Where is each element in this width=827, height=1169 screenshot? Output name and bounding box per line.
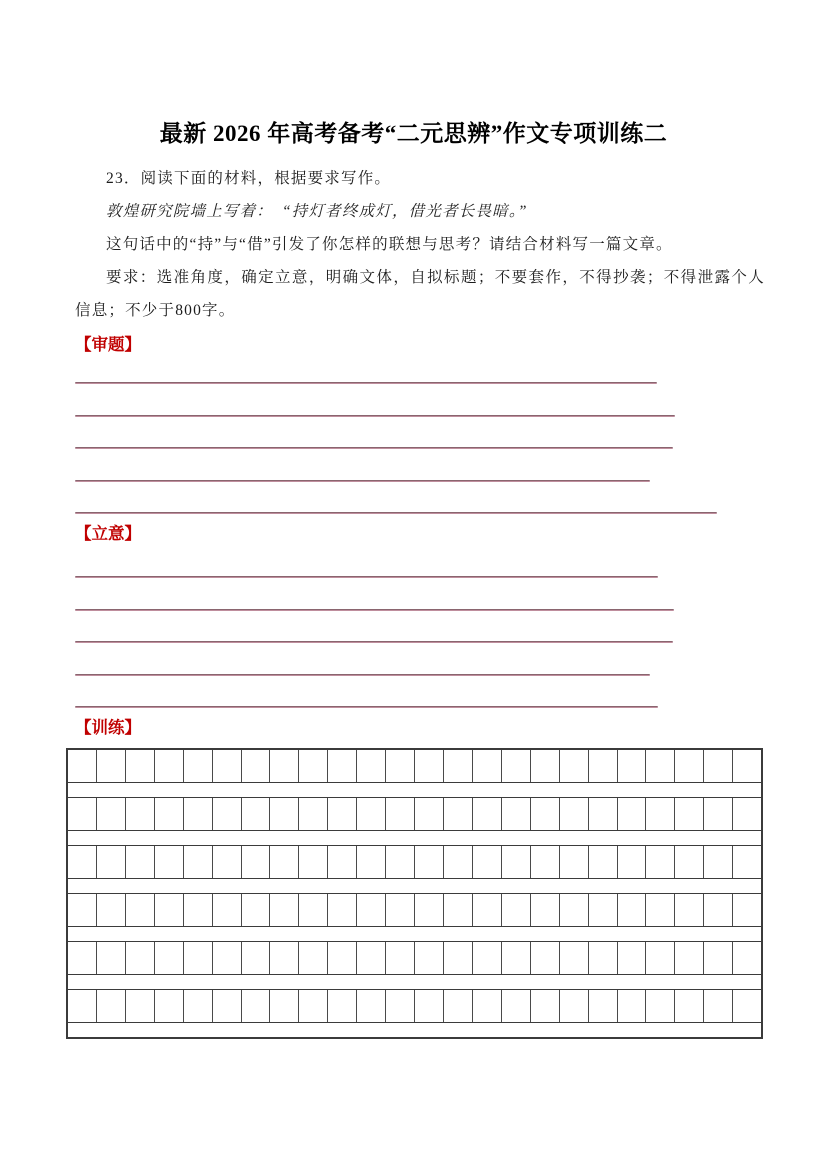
grid-cell xyxy=(733,894,761,926)
grid-cell xyxy=(675,942,704,974)
grid-spacer-row xyxy=(68,879,761,894)
grid-cell xyxy=(473,894,502,926)
grid-cell xyxy=(97,942,126,974)
grid-cell xyxy=(675,894,704,926)
grid-cell xyxy=(589,990,618,1022)
grid-cell xyxy=(126,942,155,974)
writing-grid xyxy=(66,748,763,1039)
grid-cell xyxy=(531,846,560,878)
grid-cell xyxy=(444,750,473,782)
grid-cell xyxy=(270,750,299,782)
answer-blank-line xyxy=(75,512,717,514)
grid-cell xyxy=(299,798,328,830)
grid-cell xyxy=(68,990,97,1022)
grid-cell xyxy=(184,894,213,926)
grid-cell xyxy=(68,798,97,830)
grid-cell xyxy=(502,990,531,1022)
grid-cell xyxy=(733,798,761,830)
grid-cell xyxy=(733,846,761,878)
grid-cell xyxy=(68,750,97,782)
grid-cell xyxy=(589,798,618,830)
grid-cell xyxy=(704,846,733,878)
grid-cell xyxy=(155,798,184,830)
grid-cell xyxy=(270,798,299,830)
grid-cell xyxy=(704,942,733,974)
grid-cell xyxy=(531,942,560,974)
answer-blank-line xyxy=(75,480,650,482)
grid-cell xyxy=(97,798,126,830)
grid-cell xyxy=(502,942,531,974)
grid-cell xyxy=(704,798,733,830)
material-quote: 敦煌研究院墙上写着： “持灯者终成灯，借光者长畏暗。” xyxy=(106,203,528,220)
grid-cell xyxy=(646,846,675,878)
grid-cell xyxy=(531,990,560,1022)
grid-cell xyxy=(415,750,444,782)
grid-cell xyxy=(242,846,271,878)
grid-cell xyxy=(213,942,242,974)
grid-cell xyxy=(646,750,675,782)
grid-cell xyxy=(242,750,271,782)
grid-cell xyxy=(97,990,126,1022)
grid-cell xyxy=(560,750,589,782)
grid-cell xyxy=(646,798,675,830)
grid-cell xyxy=(213,846,242,878)
grid-cell xyxy=(270,942,299,974)
section-label-xunlian: 【训练】 xyxy=(75,718,141,737)
document-title: 最新 2026 年高考备考“二元思辨”作文专项训练二 xyxy=(159,121,668,146)
grid-cell xyxy=(357,798,386,830)
grid-cell xyxy=(357,894,386,926)
grid-cell xyxy=(155,990,184,1022)
grid-cell xyxy=(155,942,184,974)
grid-cell xyxy=(502,894,531,926)
grid-cell xyxy=(68,846,97,878)
grid-cell xyxy=(357,846,386,878)
grid-cell xyxy=(242,894,271,926)
grid-cell xyxy=(184,750,213,782)
grid-cell xyxy=(618,894,647,926)
grid-cell xyxy=(328,846,357,878)
grid-cell xyxy=(184,942,213,974)
grid-cell xyxy=(328,990,357,1022)
grid-cell xyxy=(357,990,386,1022)
grid-cell xyxy=(328,798,357,830)
grid-cell xyxy=(444,798,473,830)
grid-cell xyxy=(155,750,184,782)
prompt-question: 这句话中的“持”与“借”引发了你怎样的联想与思考？请结合材料写一篇文章。 xyxy=(106,236,673,253)
grid-cell xyxy=(184,990,213,1022)
grid-cell xyxy=(618,846,647,878)
grid-cell xyxy=(213,798,242,830)
grid-cell xyxy=(299,942,328,974)
grid-cell xyxy=(646,894,675,926)
grid-cell-row xyxy=(68,894,761,927)
grid-cell xyxy=(155,894,184,926)
grid-cell xyxy=(502,750,531,782)
grid-cell xyxy=(589,846,618,878)
liyi-answer-lines xyxy=(75,576,765,708)
grid-cell xyxy=(560,942,589,974)
grid-cell xyxy=(357,750,386,782)
grid-cell xyxy=(299,894,328,926)
grid-cell xyxy=(97,750,126,782)
grid-cell xyxy=(502,798,531,830)
grid-cell xyxy=(444,942,473,974)
grid-cell xyxy=(444,990,473,1022)
grid-cell xyxy=(618,990,647,1022)
grid-cell xyxy=(502,846,531,878)
grid-cell xyxy=(270,894,299,926)
grid-cell xyxy=(704,990,733,1022)
grid-cell xyxy=(97,894,126,926)
grid-cell xyxy=(415,894,444,926)
grid-cell xyxy=(328,750,357,782)
grid-cell xyxy=(444,894,473,926)
grid-cell xyxy=(589,942,618,974)
grid-cell xyxy=(126,846,155,878)
grid-cell xyxy=(589,894,618,926)
grid-cell xyxy=(473,990,502,1022)
grid-cell xyxy=(386,846,415,878)
grid-cell xyxy=(473,942,502,974)
grid-cell xyxy=(357,942,386,974)
grid-cell xyxy=(68,942,97,974)
grid-cell xyxy=(328,942,357,974)
grid-spacer-row xyxy=(68,1023,761,1037)
grid-cell xyxy=(242,942,271,974)
grid-cell xyxy=(675,798,704,830)
grid-cell xyxy=(386,798,415,830)
answer-blank-line xyxy=(75,609,674,611)
grid-cell xyxy=(299,846,328,878)
grid-cell xyxy=(415,990,444,1022)
grid-cell xyxy=(560,990,589,1022)
grid-cell-row xyxy=(68,990,761,1023)
grid-cell xyxy=(415,846,444,878)
grid-cell xyxy=(444,846,473,878)
grid-cell xyxy=(675,846,704,878)
answer-blank-line xyxy=(75,415,675,417)
grid-cell xyxy=(646,990,675,1022)
grid-cell xyxy=(213,990,242,1022)
grid-cell xyxy=(733,942,761,974)
document-content xyxy=(75,162,765,1039)
grid-cell xyxy=(68,894,97,926)
answer-blank-line xyxy=(75,576,658,578)
grid-cell xyxy=(299,750,328,782)
answer-blank-line xyxy=(75,674,650,676)
grid-cell xyxy=(270,990,299,1022)
grid-cell xyxy=(184,846,213,878)
grid-cell xyxy=(733,990,761,1022)
grid-cell xyxy=(415,798,444,830)
grid-cell xyxy=(213,750,242,782)
grid-cell xyxy=(386,942,415,974)
answer-blank-line xyxy=(75,641,673,643)
grid-cell xyxy=(618,942,647,974)
grid-cell xyxy=(270,846,299,878)
grid-cell xyxy=(704,750,733,782)
grid-cell xyxy=(560,798,589,830)
grid-cell-row xyxy=(68,846,761,879)
grid-cell xyxy=(531,750,560,782)
grid-cell xyxy=(126,798,155,830)
grid-cell xyxy=(386,894,415,926)
grid-cell xyxy=(704,894,733,926)
grid-cell xyxy=(618,750,647,782)
grid-cell xyxy=(155,846,184,878)
grid-cell xyxy=(560,894,589,926)
grid-cell xyxy=(531,894,560,926)
grid-cell xyxy=(733,750,761,782)
grid-cell xyxy=(646,942,675,974)
grid-cell-row xyxy=(68,942,761,975)
shenti-answer-lines xyxy=(75,382,765,514)
grid-spacer-row xyxy=(68,831,761,846)
section-label-liyi: 【立意】 xyxy=(75,524,141,543)
grid-cell xyxy=(184,798,213,830)
grid-cell xyxy=(589,750,618,782)
grid-cell-row xyxy=(68,750,761,783)
grid-cell xyxy=(675,990,704,1022)
grid-cell xyxy=(126,750,155,782)
grid-cell xyxy=(299,990,328,1022)
section-label-shenti: 【审题】 xyxy=(75,335,141,354)
grid-cell xyxy=(213,894,242,926)
grid-cell xyxy=(242,990,271,1022)
grid-cell xyxy=(473,846,502,878)
grid-cell-row xyxy=(68,798,761,831)
grid-cell xyxy=(386,990,415,1022)
answer-blank-line xyxy=(75,447,673,449)
grid-cell xyxy=(126,894,155,926)
grid-spacer-row xyxy=(68,927,761,942)
grid-cell xyxy=(531,798,560,830)
grid-spacer-row xyxy=(68,975,761,990)
grid-cell xyxy=(97,846,126,878)
grid-cell xyxy=(386,750,415,782)
answer-blank-line xyxy=(75,382,657,384)
requirements-line-2: 信息；不少于800字。 xyxy=(75,302,236,319)
answer-blank-line xyxy=(75,706,658,708)
grid-spacer-row xyxy=(68,783,761,798)
grid-cell xyxy=(328,894,357,926)
grid-cell xyxy=(675,750,704,782)
grid-cell xyxy=(473,750,502,782)
grid-cell xyxy=(242,798,271,830)
grid-cell xyxy=(473,798,502,830)
grid-cell xyxy=(560,846,589,878)
grid-cell xyxy=(126,990,155,1022)
question-body xyxy=(75,162,765,327)
requirements-line-1: 要求：选准角度，确定立意，明确文体，自拟标题；不要套作，不得抄袭；不得泄露个人 xyxy=(106,269,765,286)
question-intro: 23．阅读下面的材料，根据要求写作。 xyxy=(106,170,392,187)
grid-cell xyxy=(415,942,444,974)
grid-cell xyxy=(618,798,647,830)
